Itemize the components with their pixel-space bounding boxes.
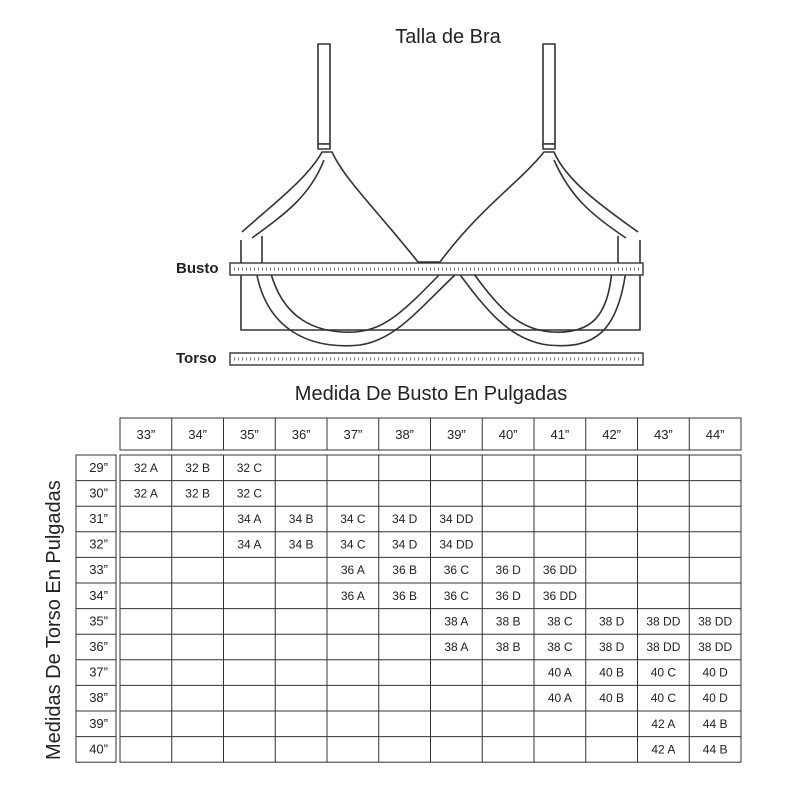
torso-size-label: 33” (89, 562, 108, 578)
bra-size-cell: 36 D (495, 563, 521, 578)
torso-size-label: 35” (89, 613, 108, 629)
bust-size-header: 33” (136, 427, 156, 442)
bra-size-cell: 32 C (236, 486, 263, 501)
bra-size-cell: 36 A (340, 588, 365, 603)
torso-size-label: 32” (89, 536, 108, 552)
bra-size-cell: 40 B (599, 691, 624, 706)
bra-size-cell: 42 A (651, 742, 676, 757)
bra-size-cell: 40 A (547, 665, 572, 680)
torso-size-label: 38” (89, 690, 108, 706)
bust-size-header: 43” (653, 427, 673, 442)
bra-size-cell: 34 DD (439, 512, 474, 526)
torso-size-label: 30” (89, 485, 108, 501)
torso-size-label: 39” (89, 715, 108, 731)
torso-size-label: 36” (89, 639, 108, 654)
bust-size-header: 35” (239, 427, 259, 442)
bra-size-cell: 38 B (495, 614, 521, 629)
bra-size-cell: 34 C (340, 512, 366, 526)
bra-size-cell: 38 D (598, 614, 625, 629)
bra-size-cell: 38 B (495, 640, 521, 654)
bra-size-cell: 32 B (185, 460, 210, 475)
bra-size-cell: 34 D (391, 537, 418, 552)
table-title: Medida De Busto En Pulgadas (294, 383, 568, 405)
bra-size-cell: 36 C (443, 588, 470, 603)
bust-size-header: 40” (498, 427, 518, 442)
bra-size-cell: 40 D (702, 665, 728, 680)
bra-size-cell: 38 DD (646, 614, 681, 629)
bra-size-cell: 38 A (444, 614, 469, 629)
bra-size-cell: 40 C (650, 665, 677, 680)
torso-size-label: 34” (89, 587, 108, 603)
bust-size-header: 41” (550, 427, 570, 442)
bra-size-cell: 36 D (495, 588, 521, 603)
bra-size-cell: 38 DD (698, 640, 733, 654)
bra-size-cell: 36 DD (542, 563, 577, 578)
bra-size-cell: 36 A (340, 563, 365, 578)
bra-size-cell: 34 B (288, 537, 314, 552)
torso-size-label: 37” (89, 664, 108, 680)
bra-size-cell: 36 B (392, 588, 417, 603)
bra-size-cell: 40 A (547, 691, 572, 706)
bra-size-cell: 38 D (598, 640, 625, 654)
bra-size-cell: 44 B (702, 716, 728, 731)
bra-size-cell: 40 D (702, 691, 728, 706)
torso-size-label: 29” (89, 459, 108, 475)
bust-size-header: 34” (188, 427, 208, 442)
bra-size-cell: 34 DD (439, 537, 474, 552)
bra-size-cell: 38 C (547, 640, 573, 654)
bust-size-header: 38” (395, 427, 415, 442)
bra-size-cell: 44 B (702, 742, 728, 757)
bra-size-cell: 36 C (443, 563, 470, 578)
bra-size-cell: 34 B (288, 512, 314, 526)
bust-size-header: 39” (446, 427, 466, 442)
busto-label: Busto (176, 260, 219, 277)
torso-size-label: 40” (89, 741, 108, 757)
bra-size-cell: 40 B (599, 665, 624, 680)
bust-size-header: 36” (291, 427, 311, 442)
torso-size-label: 31” (89, 511, 108, 526)
bust-size-header: 37” (343, 427, 363, 442)
bra-size-cell: 40 C (650, 691, 677, 706)
bust-size-header: 42” (602, 427, 622, 442)
bra-size-cell: 38 DD (646, 640, 681, 654)
torso-axis-label: Medidas De Torso En Pulgadas (43, 480, 65, 760)
bra-size-cell: 38 C (547, 614, 573, 629)
bust-size-header: 44” (705, 427, 725, 442)
bra-size-cell: 32 B (185, 486, 210, 501)
bra-size-cell: 34 A (237, 537, 262, 552)
diagram-title: Talla de Bra (395, 26, 501, 48)
bra-size-cell: 38 DD (698, 614, 733, 629)
bra-size-cell: 42 A (651, 716, 676, 731)
bra-size-cell: 32 A (133, 486, 158, 501)
bra-size-cell: 32 C (236, 460, 263, 475)
torso-label: Torso (176, 350, 217, 367)
bra-size-cell: 34 D (391, 512, 418, 526)
bra-size-cell: 34 C (340, 537, 366, 552)
bra-size-cell: 36 B (392, 563, 417, 578)
bra-size-cell: 38 A (444, 640, 469, 654)
bra-size-cell: 34 A (237, 512, 262, 526)
bra-size-cell: 36 DD (542, 588, 577, 603)
bra-size-cell: 32 A (133, 460, 158, 475)
